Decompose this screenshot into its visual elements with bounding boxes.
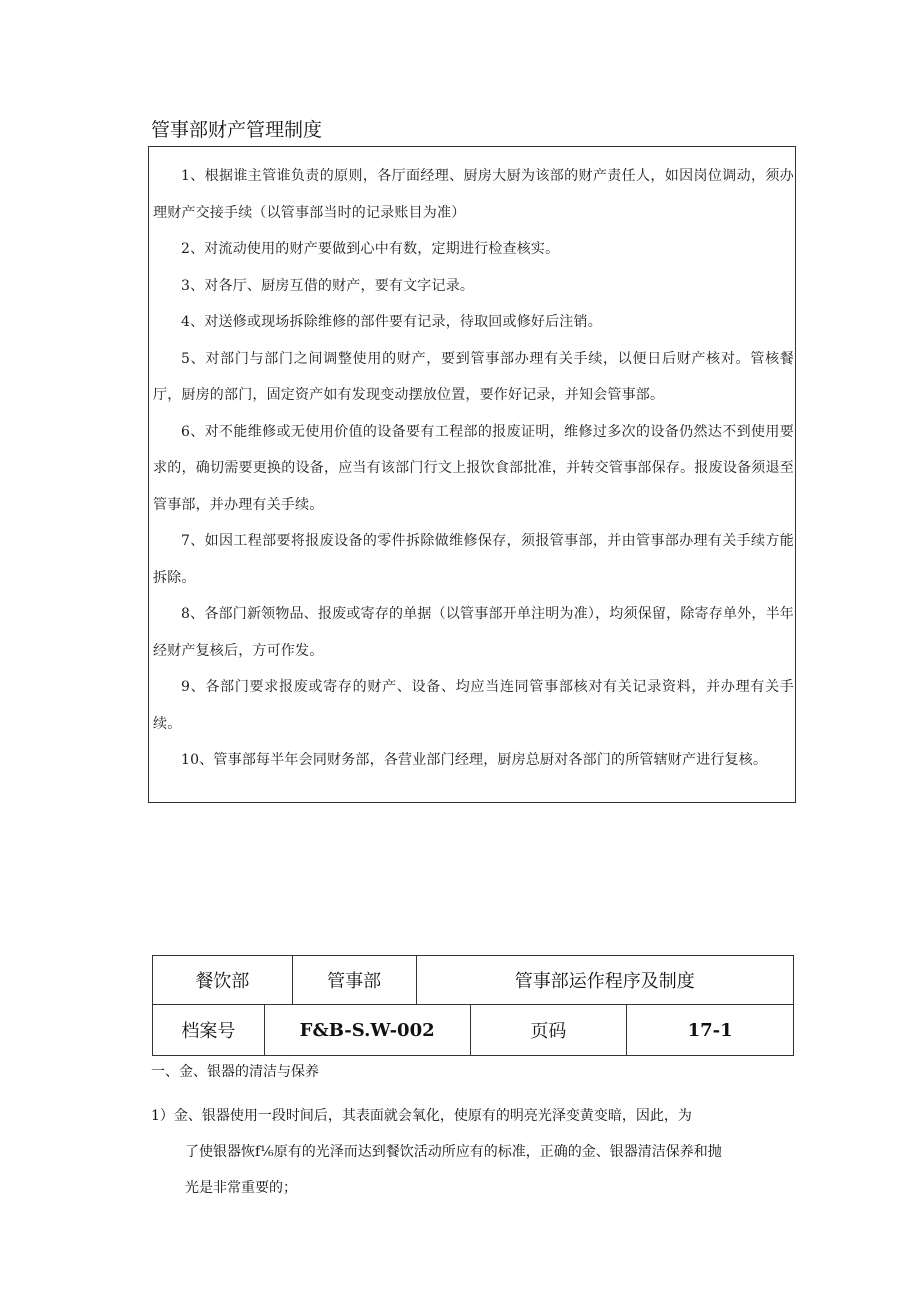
rule-item: 4、对送修或现场拆除维修的部件要有记录，待取回或修好后注销。 <box>181 314 602 330</box>
rule-item: 2、对流动使用的财产要做到心中有数，定期进行检查核实。 <box>181 241 560 257</box>
paragraph-line: 了使银器恢f⅙原有的光泽而达到餐饮活动所应有的标准，正确的金、银器清洁保养和抛 <box>185 1144 722 1160</box>
page-label-cell: 页码 <box>470 1005 627 1056</box>
rule-item: 9、各部门要求报废或寄存的财产、设备、均应当连同管事部核对有关记录资料，并办理有关手续。 <box>153 679 794 732</box>
section-cell: 管事部 <box>292 956 416 1005</box>
doc-name-cell: 管事部运作程序及制度 <box>416 956 793 1005</box>
rules-box <box>148 146 796 803</box>
document-header-table <box>152 955 794 1056</box>
page-no-cell: 17-1 <box>627 1005 794 1056</box>
rule-item: 3、对各厅、厨房互借的财产，要有文字记录。 <box>181 277 475 294</box>
paragraph-line: 光是非常重要的； <box>185 1180 297 1196</box>
rule-item: 10、管事部每半年会同财务部，各营业部门经理，厨房总厨对各部门的所管辖财产进行复核。 <box>181 752 768 768</box>
section-paragraph <box>151 1098 791 1206</box>
department-cell: 餐饮部 <box>153 956 293 1005</box>
paragraph-line: 1）金、银器使用一段时间后，其表面就会氧化，使原有的明亮光泽变黄变暗，因此，为 <box>151 1108 692 1124</box>
document-title: 管事部财产管理制度 <box>151 119 323 141</box>
rule-item: 8、各部门新领物品、报废或寄存的单据（以管事部开单注明为准），均须保留，除寄存单外，半年经财产复核后，方可作发。 <box>153 606 794 659</box>
rule-item: 6、对不能维修或无使用价值的设备要有工程部的报废证明，维修过多次的设备仍然达不到使用要求的，确切需要更换的设备，应当有该部门行文上报饮食部批准，并转交管事部保存。报废设备须退至管事部，并办理有关手续。 <box>153 423 794 513</box>
file-no-label-cell: 档案号 <box>153 1005 265 1056</box>
file-no-cell: F&B-S.W-002 <box>264 1005 470 1056</box>
rule-item: 5、对部门与部门之间调整使用的财产，要到管事部办理有关手续，以便日后财产核对。管核餐厅，厨房的部门，固定资产如有发现变动摆放位置，要作好记录，并知会管事部。 <box>153 350 794 403</box>
rule-item: 7、如因工程部要将报废设备的零件拆除做维修保存，须报管事部，并由管事部办理有关手续方能拆除。 <box>153 533 794 586</box>
rule-item: 1、根据谁主管谁负责的原则，各厅面经理、厨房大厨为该部的财产责任人，如因岗位调动，须办理财产交接手续（以管事部当时的记录账目为准） <box>153 168 794 221</box>
section-heading: 一、金、银器的清洁与保养 <box>151 1064 319 1080</box>
